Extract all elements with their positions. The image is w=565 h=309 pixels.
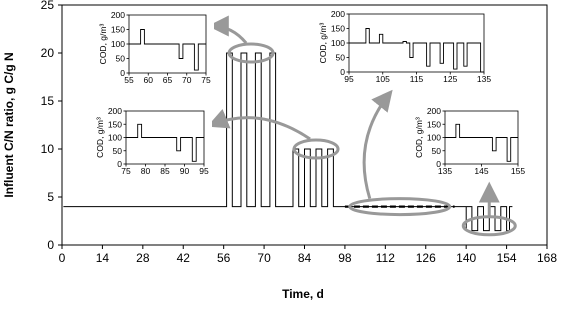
y-tick-label: 20 <box>40 46 54 60</box>
inset-y-tick-label: 0 <box>436 159 441 169</box>
inset-x-tick-label: 115 <box>409 74 424 84</box>
x-tick-label: 84 <box>297 251 312 265</box>
inset-y-axis-title: COD, g/m³ <box>414 117 424 158</box>
inset-y-axis-title: COD, g/m³ <box>318 22 328 64</box>
inset-x-tick-label: 85 <box>160 166 170 176</box>
inset-x-tick-label: 70 <box>182 75 192 85</box>
x-tick-label: 70 <box>257 251 271 265</box>
inset-y-tick-label: 150 <box>107 119 122 130</box>
inset-x-tick-label: 90 <box>179 166 190 176</box>
inset-y-tick-label: 150 <box>426 119 441 130</box>
y-tick-label: 25 <box>40 0 54 12</box>
inset-y-axis-title: COD, g/m³ <box>98 23 108 65</box>
inset-x-tick-label: 145 <box>474 166 489 176</box>
inset-y-tick-label: 200 <box>426 106 441 116</box>
y-tick-label: 5 <box>47 190 54 204</box>
inset-chart <box>317 8 492 88</box>
inset-y-tick-label: 100 <box>426 132 441 143</box>
inset-y-tick-label: 0 <box>117 159 122 169</box>
inset-y-tick-label: 150 <box>330 23 345 34</box>
inset-y-tick-label: 150 <box>110 24 125 35</box>
x-tick-label: 42 <box>176 251 190 265</box>
inset-x-tick-label: 60 <box>143 75 153 85</box>
x-tick-label: 168 <box>536 251 558 265</box>
inset-y-axis-title: COD, g/m³ <box>95 117 105 158</box>
inset-y-tick-label: 200 <box>110 10 125 20</box>
inset-y-tick-label: 100 <box>330 38 345 48</box>
inset-y-tick-label: 50 <box>115 53 125 64</box>
inset-x-tick-label: 155 <box>510 166 526 176</box>
inset-x-tick-label: 80 <box>140 166 151 176</box>
highlight-arrow <box>211 118 310 139</box>
inset-y-tick-label: 50 <box>335 52 345 63</box>
inset-background <box>94 105 212 180</box>
inset-background <box>97 9 214 89</box>
y-tick-label: 10 <box>40 142 54 156</box>
inset-y-tick-label: 100 <box>110 39 125 49</box>
x-tick-label: 154 <box>496 251 517 265</box>
inset-y-tick-label: 0 <box>120 68 125 78</box>
inset-chart <box>413 105 526 180</box>
inset-chart <box>97 9 214 89</box>
inset-background <box>413 105 526 180</box>
y-tick-label: 0 <box>47 238 54 252</box>
inset-x-tick-label: 95 <box>199 166 209 176</box>
inset-y-tick-label: 200 <box>107 106 122 116</box>
x-tick-label: 98 <box>338 251 352 265</box>
inset-x-tick-label: 105 <box>375 74 390 84</box>
inset-y-tick-label: 50 <box>112 145 122 156</box>
inset-x-tick-label: 65 <box>162 75 173 85</box>
y-axis-title: Influent C/N ratio, g C/g N <box>2 52 16 198</box>
x-tick-label: 0 <box>58 251 66 265</box>
inset-x-tick-label: 55 <box>124 75 134 85</box>
inset-x-tick-label: 135 <box>476 74 492 84</box>
x-axis-title: Time, d <box>282 287 324 301</box>
inset-x-tick-label: 95 <box>344 74 354 84</box>
x-tick-label: 28 <box>136 251 150 265</box>
inset-y-tick-label: 200 <box>330 9 345 19</box>
inset-y-tick-label: 100 <box>107 132 122 143</box>
inset-chart <box>94 105 212 180</box>
x-tick-label: 14 <box>95 251 110 265</box>
y-tick-label: 15 <box>40 94 54 108</box>
highlight-arrow <box>364 93 390 199</box>
x-tick-label: 56 <box>216 251 231 265</box>
inset-x-tick-label: 75 <box>201 75 211 85</box>
x-tick-label: 126 <box>415 251 436 265</box>
x-tick-label: 112 <box>375 251 395 265</box>
highlight-arrow <box>212 26 246 43</box>
inset-x-tick-label: 125 <box>443 74 458 84</box>
inset-x-tick-label: 75 <box>121 166 131 176</box>
inset-y-tick-label: 0 <box>340 67 345 77</box>
inset-x-tick-label: 135 <box>437 166 453 176</box>
x-tick-label: 140 <box>456 251 477 265</box>
highlight-ellipse <box>229 44 273 62</box>
inset-y-tick-label: 50 <box>431 145 441 156</box>
